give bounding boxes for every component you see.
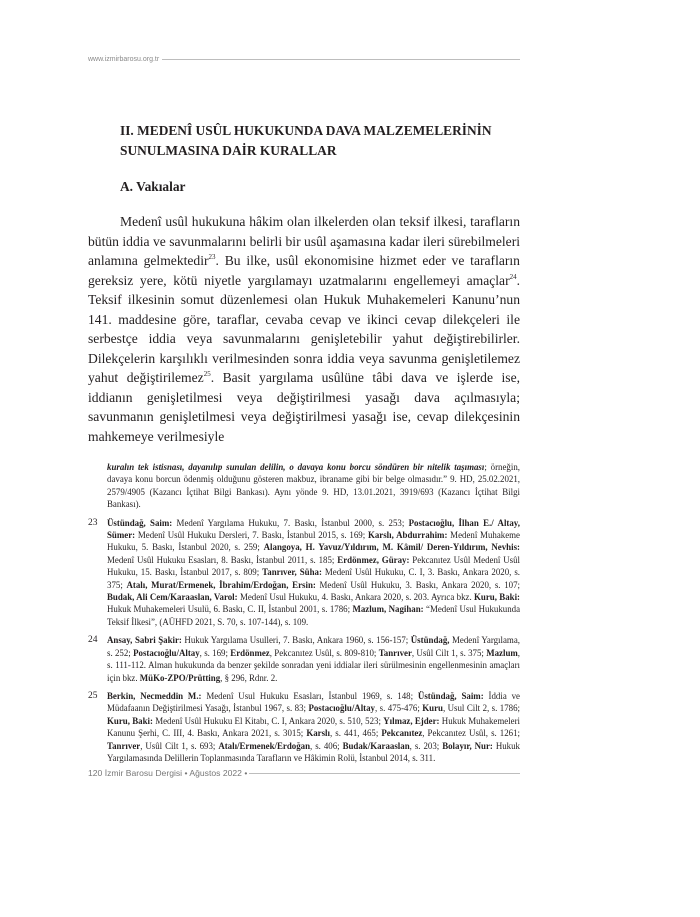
author-name: MüKo-ZPO/Prütting	[139, 672, 221, 683]
citation: Hukuk Yargılama Usulleri, 7. Baskı, Ankara 1960, s. 156-157;	[181, 635, 411, 646]
author-name: Üstündağ, Saim:	[417, 690, 484, 701]
author-name: Mazlum	[486, 647, 518, 658]
citation: Medenî Usul Hukuku Esasları, İstanbul 1969, s. 148;	[201, 690, 418, 701]
author-name: Postacıoğlu/Altay	[133, 647, 200, 658]
citation: , s. 169;	[199, 647, 231, 658]
author-name: Tanrıver, Süha:	[262, 567, 322, 578]
citation: Medenî Usûl Hukuku Dersleri, 7. Baskı, İstanbul 2015, s. 169;	[135, 530, 368, 541]
author-name: Tanrıver	[107, 740, 141, 751]
running-footer	[88, 768, 520, 778]
header-rule	[162, 59, 520, 60]
body-text-part: . Bu ilke, usûl ekonomisine hizmet eder ve tarafların gereksiz yere, kötü niyetle yargılamayı uzatmalarını engellemeyi amaçlar	[88, 253, 520, 288]
citation: , Usûl Cilt 1, s. 375;	[411, 647, 487, 658]
citation: , s. 406;	[310, 740, 343, 751]
footnote-number: 23	[88, 517, 98, 528]
subsection-title: A. Vakıalar	[120, 179, 186, 194]
citation: Medenî Usûl Hukuku Esasları, 8. Baskı, İstanbul 2011, s. 185;	[107, 554, 338, 565]
body-text-part: . Teksif ilkesinin somut düzenlemesi olan Hukuk Muhakemeleri Kanunu’nun 141. maddesine göre, taraflar, cevaba cevap ve ikinci cevap dilekçeleri ile serbestçe iddia veya savunmalarını genişletebilir yahut değiştirebilirler. Dilekçelerin karşılıklı verilmesinden sonra iddia veya savunma genişletilemez yahut değiştirilemez	[88, 272, 520, 385]
body-text	[88, 212, 520, 446]
author-name: Bolayır, Nur:	[442, 740, 493, 751]
body-paragraph	[88, 212, 520, 446]
footnote-text	[107, 517, 520, 629]
author-name: Karslı, Abdurrahim:	[367, 530, 448, 541]
author-name: Üstündağ,	[410, 635, 450, 646]
footer-rule	[249, 773, 520, 774]
author-name: Erdönmez	[230, 647, 270, 658]
author-name: Kuru	[422, 703, 443, 714]
footer-text: 120 İzmir Barosu Dergisi • Ağustos 2022 •	[88, 768, 248, 778]
body-text-part: . Basit yargılama usûlüne tâbi dava ve işlerde ise, iddianın genişletilmesi veya değiştirilmesi yasağı dava açılmasıyla; savunmanın genişletilmesi veya değiştirilmesi yasağı ise, cevap dilekçesinin mahkemeye verilmesiyle	[88, 370, 520, 444]
header-url: www.izmirbarosu.org.tr	[88, 56, 160, 63]
citation: İddia ve Müdafaanın Değiştirilmesi Yasağı, İstanbul 1967, s. 83;	[107, 690, 520, 714]
citation: Medenî Muhakeme Hukuku, 5. Baskı, İstanbul 2020, s. 259;	[107, 530, 520, 553]
footnote-25	[88, 690, 520, 764]
citation: , Pekcanıtez Usûl, s. 809-810;	[269, 647, 379, 658]
footnote-text: ; örneğin, davaya konu borcun ödenmiş olduğunu gösteren makbuz, ibraname gibi bir belge olmasıdır.” 9. HD, 25.02.2021, 2579/4905 (Kazancı İçtihat Bilgi Bankası). Aynı yönde 9. HD, 13.01.2021, 3919/693 (Kazancı İçtihat Bilgi Bankası).	[107, 462, 520, 510]
footnote-text	[107, 634, 520, 684]
footnote-text	[107, 690, 520, 764]
author-name: Ansay, Sabri Şakir:	[107, 635, 182, 646]
citation: Pekcanıtez Usûl Medenî Usûl Hukuku, 15. Baskı, İstanbul 2017, s. 809;	[107, 554, 520, 578]
author-name: Atalı/Ermenek/Erdoğan	[218, 740, 311, 751]
citation: , s. 111-112. Alman hukukunda da benzer şekilde sonradan yeni iddialar ileri sürülmesinin engellenmesinin amaçları için bkz.	[107, 647, 520, 683]
citation: , Usul Cilt 2, s. 1786;	[442, 703, 520, 714]
footnote-continuation	[107, 461, 520, 511]
author-name: Mazlum, Nagihan:	[352, 604, 424, 615]
author-name: Yılmaz, Ejder:	[383, 715, 440, 726]
author-name: Postacıoğlu, İlhan E./ Altay, Sümer:	[107, 517, 520, 541]
running-header	[88, 56, 520, 63]
citation: , Usûl Cilt 1, s. 693;	[140, 740, 219, 751]
citation: Hukuk Muhakemeleri Kanunu Şerhi, C. III, 4. Baskı, Ankara 2021, s. 3015;	[107, 715, 520, 739]
citation: Medenî Usûl Hukuku, 3. Baskı, Ankara 2020, s. 107;	[315, 579, 520, 590]
citation: Medenî Usul Hukuku, 4. Baskı, Ankara 2020, s. 203. Ayrıca bkz.	[237, 592, 475, 603]
author-name: Alangoya, H. Yavuz/Yıldırım, M. Kâmil/ Deren-Yıldırım, Nevhis:	[263, 542, 520, 553]
body-text-part: Medenî usûl hukukuna hâkim olan ilkelerden olan teksif ilkesi, tarafların bütün iddia ve savunmalarını belirli bir usûl aşamasına kadar ileri sürebilmeleri anlamına gelmektedir	[88, 214, 520, 268]
author-name: Berkin, Necmeddin M.:	[107, 690, 202, 701]
author-name: Budak/Karaaslan	[342, 740, 410, 751]
citation: Hukuk Yargılamasında Delillerin Toplanmasında Tarafların ve Hâkimin Rolü, İstanbul 2014, s. 311.	[107, 740, 520, 763]
footnote-ref-25: 25	[203, 370, 211, 378]
citation: , s. 203;	[409, 740, 443, 751]
citation: , Pekcanıtez Usûl, s. 1261;	[422, 728, 521, 739]
citation: , s. 441, 465;	[329, 728, 382, 739]
author-name: Atalı, Murat/Ermenek, İbrahim/Erdoğan, Ersin:	[126, 579, 316, 590]
footnote-24	[88, 634, 520, 684]
footnotes	[88, 461, 520, 770]
author-name: Budak, Ali Cem/Karaaslan, Varol:	[107, 592, 238, 603]
citation: Medenî Yargılama Hukuku, 7. Baskı, İstanbul 2000, s. 253;	[172, 517, 409, 528]
author-name: Tanrıver	[378, 647, 412, 658]
author-name: Pekcanıtez	[381, 728, 423, 739]
author-name: Kuru, Baki:	[107, 715, 153, 726]
author-name: Karslı	[306, 728, 330, 739]
footnote-ref-24: 24	[509, 272, 517, 281]
citation: Hukuk Muhakemeleri Usulü, 6. Baskı, C. II, İstanbul 2001, s. 1786;	[107, 604, 353, 615]
citation: Medenî Usûl Hukuku El Kitabı, C. I, Ankara 2020, s. 510, 523;	[152, 715, 384, 726]
citation: , § 296, Rdnr. 2.	[220, 672, 278, 683]
author-name: Üstündağ, Saim:	[107, 517, 173, 528]
citation: Medenî Usûl Hukuku, C. I, 3. Baskı, Ankara 2020, s. 375;	[107, 567, 520, 590]
footnote-ref-23: 23	[208, 253, 216, 261]
footnote-italic-text: kuralın tek istisnası, dayanılıp sunulan delilin, o davaya konu borcu söndüren bir nitelik taşıması	[107, 462, 485, 472]
author-name: Erdönmez, Güray:	[337, 554, 410, 565]
section-title: II. MEDENÎ USÛL HUKUKUNDA DAVA MALZEMELERİNİN SUNULMASINA DAİR KURALLAR	[120, 123, 492, 158]
footnote-number: 25	[88, 690, 98, 701]
footnote-23	[88, 517, 520, 629]
footnote-number: 24	[88, 635, 98, 646]
citation: , s. 475-476;	[375, 703, 423, 714]
citation: “Medenî Usul Hukukunda Teksif İlkesi”, (AÜHFD 2021, S. 70, s. 107-144), s. 109.	[107, 604, 521, 627]
author-name: Kuru, Baki:	[474, 592, 520, 603]
citation: Medenî Yargılama, s. 252;	[107, 635, 520, 658]
author-name: Postacıoğlu/Altay	[308, 703, 375, 714]
